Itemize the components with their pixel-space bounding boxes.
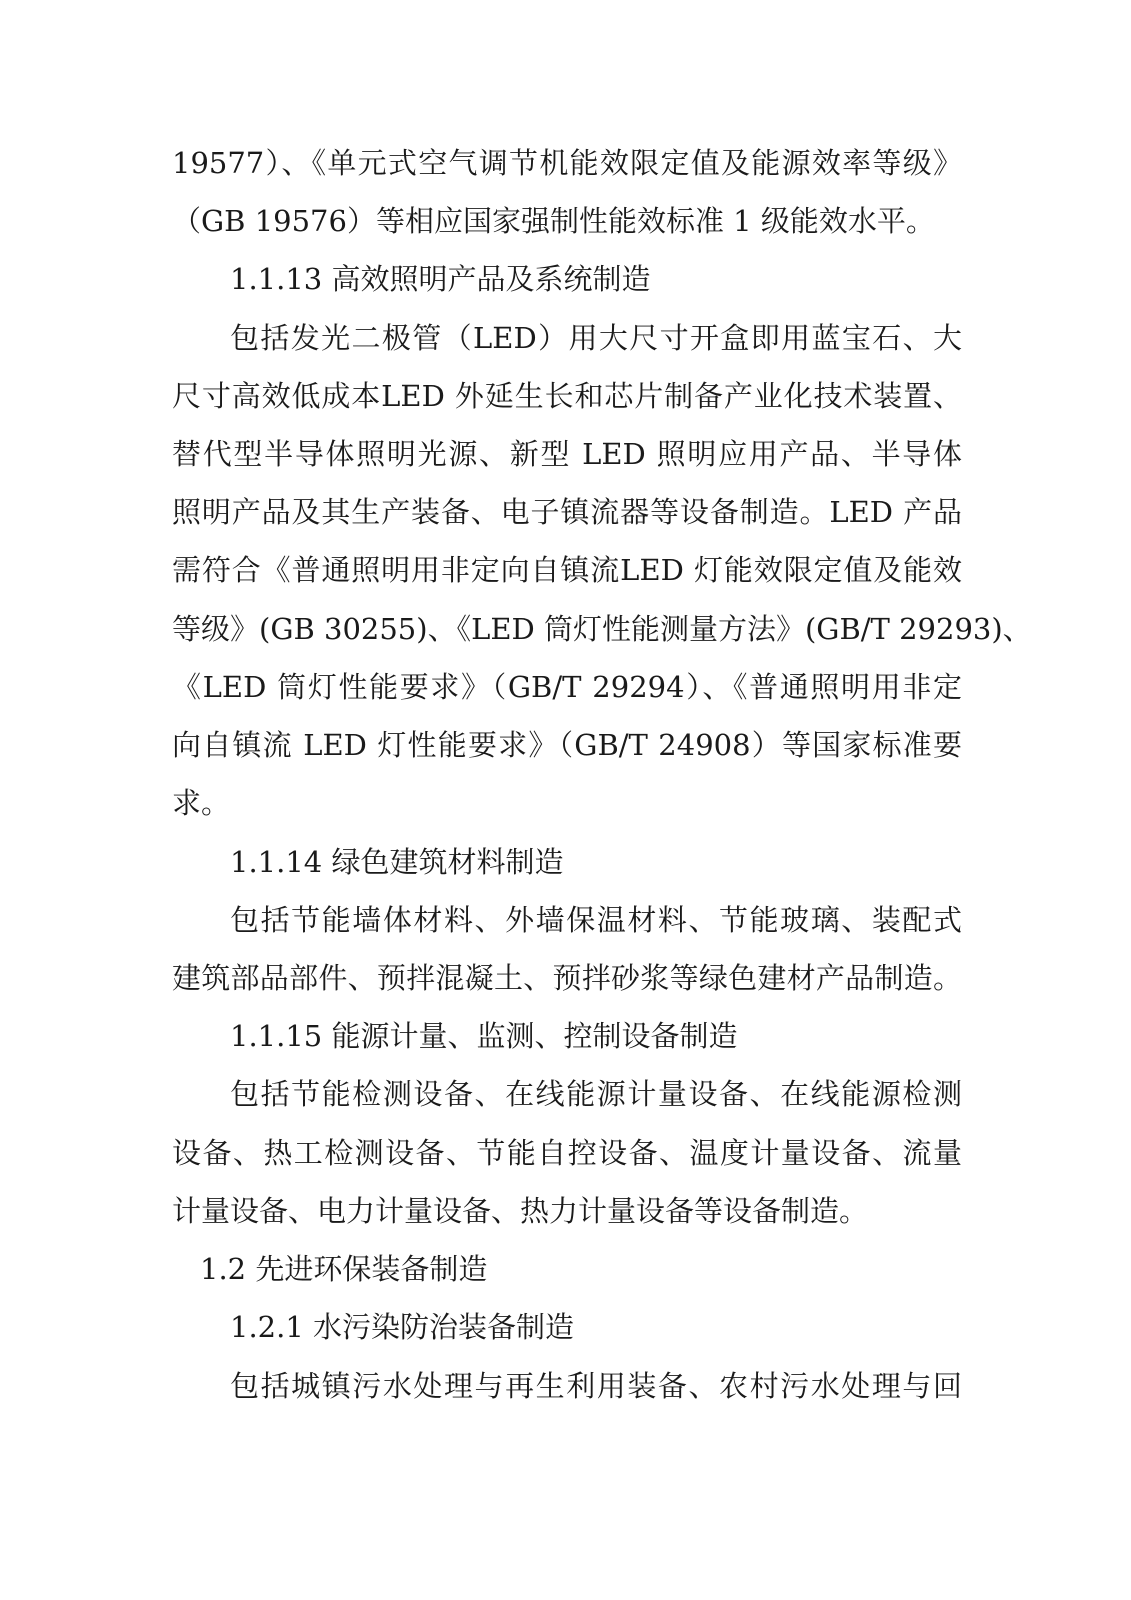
section-heading-1-2: 1.2 先进环保装备制造 <box>200 1252 488 1286</box>
body-text-line: 包括城镇污水处理与再生利用装备、农村污水处理与回 <box>230 1369 962 1403</box>
body-text-line: 向自镇流 LED 灯性能要求》（GB/T 24908）等国家标准要 <box>172 728 962 762</box>
body-text-line: 求。 <box>172 786 231 820</box>
body-text-line: 19577）、《单元式空气调节机能效限定值及能源效率等级》 <box>172 146 962 180</box>
body-text-line: 尺寸高效低成本LED 外延生长和芯片制备产业化技术装置、 <box>172 379 962 413</box>
body-text-line: 设备、热工检测设备、节能自控设备、温度计量设备、流量 <box>172 1136 962 1170</box>
body-text-line: 需符合《普通照明用非定向自镇流LED 灯能效限定值及能效 <box>172 553 962 587</box>
body-text-line: 包括节能墙体材料、外墙保温材料、节能玻璃、装配式 <box>230 903 962 937</box>
section-heading-1-1-14: 1.1.14 绿色建筑材料制造 <box>230 845 564 879</box>
body-text-line: 替代型半导体照明光源、新型 LED 照明应用产品、半导体 <box>172 437 962 471</box>
body-text-line: 照明产品及其生产装备、电子镇流器等设备制造。LED 产品 <box>172 495 962 529</box>
body-text-line: 包括发光二极管（LED）用大尺寸开盒即用蓝宝石、大 <box>230 321 962 355</box>
body-text-line: 包括节能检测设备、在线能源计量设备、在线能源检测 <box>230 1077 962 1111</box>
section-heading-1-2-1: 1.2.1 水污染防治装备制造 <box>230 1310 575 1344</box>
body-text-line: 《LED 筒灯性能要求》（GB/T 29294）、《普通照明用非定 <box>172 670 962 704</box>
body-text-line: 建筑部品部件、预拌混凝土、预拌砂浆等绿色建材产品制造。 <box>172 961 962 995</box>
body-text-line: 计量设备、电力计量设备、热力计量设备等设备制造。 <box>172 1194 869 1228</box>
section-heading-1-1-15: 1.1.15 能源计量、监测、控制设备制造 <box>230 1019 738 1053</box>
section-heading-1-1-13: 1.1.13 高效照明产品及系统制造 <box>230 262 651 296</box>
body-text-line: 等级》(GB 30255)、《LED 筒灯性能测量方法》(GB/T 29293)、 <box>172 612 1032 646</box>
body-text-line: （GB 19576）等相应国家强制性能效标准 1 级能效水平。 <box>172 204 935 238</box>
